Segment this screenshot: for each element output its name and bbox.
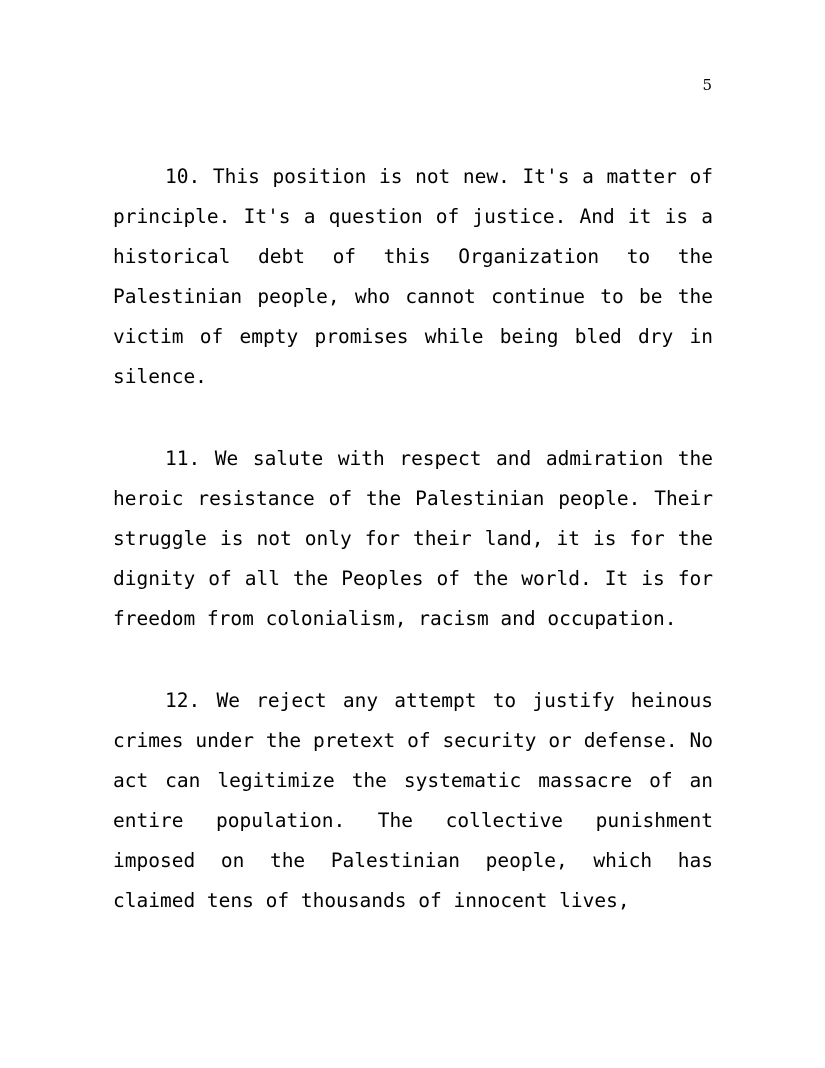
- paragraph-12: [113, 681, 713, 921]
- paragraph-number: 10.: [165, 165, 201, 188]
- paragraph-11: [113, 439, 713, 639]
- paragraph-text: This position is not new. It's a matter of principle. It's a question of justice. And it is a historical debt of this Organization to the Palestinian people, who cannot continue to be the victim of empty promises while being bled dry in silence.: [113, 165, 713, 388]
- paragraph-10: [113, 157, 713, 397]
- paragraph-number: 12.: [165, 689, 201, 712]
- paragraph-number: 11.: [165, 447, 201, 470]
- page-number: 5: [702, 76, 712, 94]
- paragraph-text: We salute with respect and admiration the heroic resistance of the Palestinian people. Their struggle is not only for their land, it is for the dignity of all the Peoples of the world. It is for freedom from colonialism, racism and occupation.: [113, 447, 713, 630]
- paragraph-text: We reject any attempt to justify heinous crimes under the pretext of security or defense. No act can legitimize the systematic massacre of an entire population. The collective punishment imposed on the Palestinian people, which has claimed tens of thousands of innocent lives,: [113, 689, 713, 912]
- document-body: [113, 157, 713, 921]
